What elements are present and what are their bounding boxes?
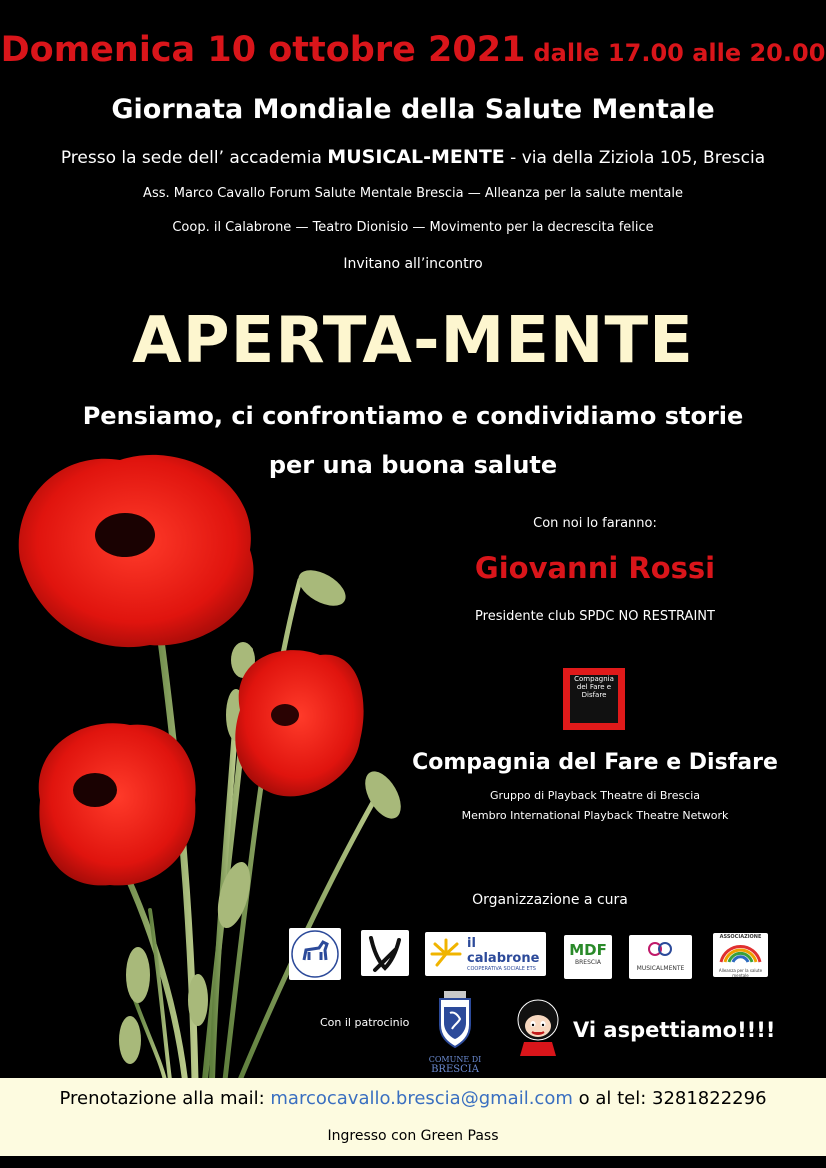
troupe-description-1: Gruppo di Playback Theatre di Brescia bbox=[489, 789, 701, 802]
mdf-text: MDF bbox=[569, 941, 607, 959]
guests-intro: Con noi lo faranno: bbox=[533, 516, 657, 531]
patronage-label: Con il patrocinio bbox=[320, 1016, 410, 1029]
troupe-logo bbox=[563, 668, 625, 730]
mdf-logo bbox=[564, 935, 612, 979]
booking-line bbox=[0, 1088, 826, 1109]
welcome-text: Vi aspettiamo!!!! bbox=[573, 1018, 776, 1042]
poppy-flower-2 bbox=[235, 650, 363, 796]
venue-suffix: - via della Ziziola 105, Brescia bbox=[504, 148, 766, 168]
booking-phone: o al tel: 3281822296 bbox=[572, 1088, 767, 1109]
event-time: dalle 17.00 alle 20.00 bbox=[533, 39, 826, 67]
calabrone-name: il calabrone bbox=[467, 936, 540, 966]
antler-logo bbox=[361, 930, 409, 976]
troupe-name: Compagnia del Fare e Disfare bbox=[412, 750, 778, 775]
musicalmente-text: MUSICALMENTE bbox=[636, 965, 685, 972]
tagline-line-2: per una buona salute bbox=[268, 451, 558, 479]
event-title: Giornata Mondiale della Salute Mentale bbox=[111, 94, 715, 125]
alleanza-text: Alleanza per la salute mentale bbox=[718, 968, 763, 977]
partners-line-2: Coop. il Calabrone — Teatro Dionisio — Movimento per la decrescita felice bbox=[172, 220, 654, 235]
organizers-label: Organizzazione a cura bbox=[472, 892, 628, 908]
greenpass-notice: Ingresso con Green Pass bbox=[327, 1128, 499, 1144]
venue-name: MUSICAL-MENTE bbox=[327, 146, 505, 168]
crest-line-2: BRESCIA bbox=[431, 1064, 479, 1075]
venue-prefix: Presso la sede dell’ accademia bbox=[60, 148, 328, 168]
brescia-crest-logo bbox=[424, 985, 486, 1073]
poppy-flower-3 bbox=[39, 723, 196, 885]
speaker-role: Presidente club SPDC NO RESTRAINT bbox=[475, 609, 715, 624]
bottom-border bbox=[0, 1156, 826, 1168]
troupe-logo-text: Compagnia del Fare e Disfare bbox=[570, 675, 618, 723]
calabrone-logo bbox=[425, 932, 546, 976]
calabrone-subtitle: COOPERATIVA SOCIALE ETS bbox=[467, 966, 536, 972]
main-title: APERTA-MENTE bbox=[132, 304, 694, 378]
event-date: Domenica 10 ottobre 2021 bbox=[0, 30, 526, 70]
marco-cavallo-logo bbox=[289, 928, 341, 980]
footer bbox=[0, 1078, 826, 1156]
speaker-name: Giovanni Rossi bbox=[474, 551, 716, 585]
poppies-illustration bbox=[0, 440, 430, 1080]
alleanza-top-text: ASSOCIAZIONE bbox=[719, 934, 762, 940]
poppy-flower-1 bbox=[19, 455, 254, 647]
mdf-subtitle: BRESCIA bbox=[575, 959, 601, 966]
booking-prefix: Prenotazione alla mail: bbox=[59, 1088, 271, 1109]
date-line bbox=[0, 30, 826, 70]
mafalda-illustration bbox=[510, 998, 566, 1060]
troupe-description-2: Membro International Playback Theatre Network bbox=[461, 809, 729, 822]
booking-email-link[interactable]: marcocavallo.brescia@gmail.com bbox=[270, 1088, 573, 1109]
alleanza-logo bbox=[713, 933, 768, 977]
tagline-line-1: Pensiamo, ci confrontiamo e condividiamo storie bbox=[82, 402, 744, 430]
invite-text: Invitano all’incontro bbox=[343, 256, 483, 272]
partners-line-1: Ass. Marco Cavallo Forum Salute Mentale Brescia — Alleanza per la salute mentale bbox=[143, 186, 683, 201]
crest-line-1: COMUNE DI bbox=[428, 1055, 482, 1064]
musicalmente-logo bbox=[629, 935, 692, 979]
venue-line bbox=[0, 146, 826, 168]
